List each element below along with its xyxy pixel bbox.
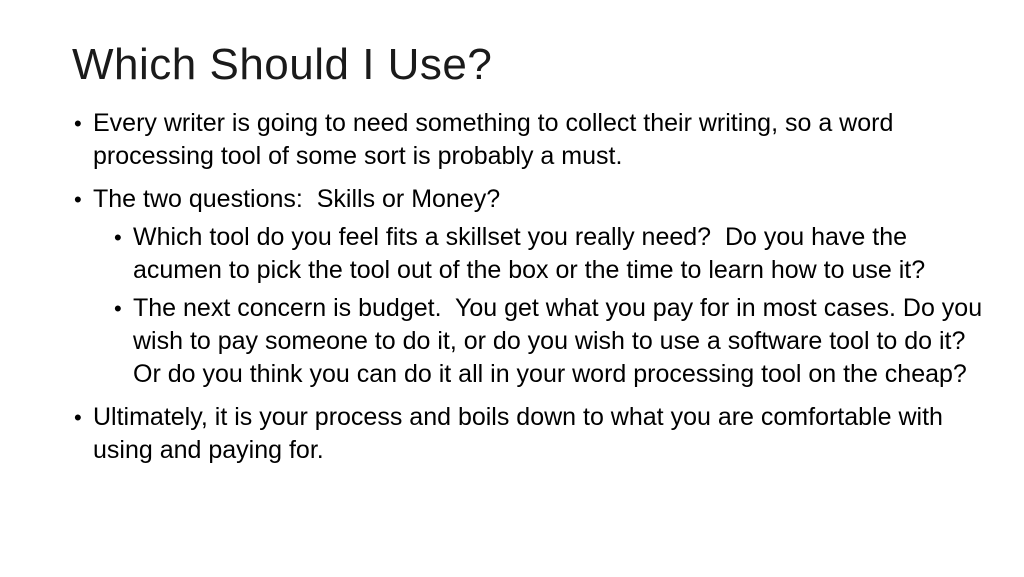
bullet-text: Which tool do you feel fits a skillset you really need? Do you have the acumen to pick the tool out of the box or the time to learn how to use it? xyxy=(133,222,926,284)
sub-bullet-item xyxy=(114,292,988,391)
bullet-item xyxy=(74,183,988,216)
bullet-marker-icon: • xyxy=(114,295,122,321)
bullet-item xyxy=(74,401,988,467)
bullet-text: The two questions: Skills or Money? xyxy=(93,184,501,213)
bullet-marker-icon: • xyxy=(74,186,82,212)
bullet-marker-icon: • xyxy=(74,404,82,430)
bullet-text: The next concern is budget. You get what you pay for in most cases. Do you wish to pay someone to do it, or do you wish to use a software tool to do it? Or do you think you can do it all in your word processing tool on the cheap? xyxy=(133,293,990,388)
slide-title: Which Should I Use? xyxy=(72,40,493,89)
bullet-marker-icon: • xyxy=(74,110,82,136)
bullet-text: Ultimately, it is your process and boils down to what you are comfortable with using and paying for. xyxy=(93,402,950,464)
bullet-item xyxy=(74,107,988,173)
slide-body xyxy=(74,107,988,467)
bullet-text: Every writer is going to need something to collect their writing, so a word processing tool of some sort is probably a must. xyxy=(93,108,901,170)
sub-bullet-item xyxy=(114,221,988,287)
bullet-marker-icon: • xyxy=(114,224,122,250)
